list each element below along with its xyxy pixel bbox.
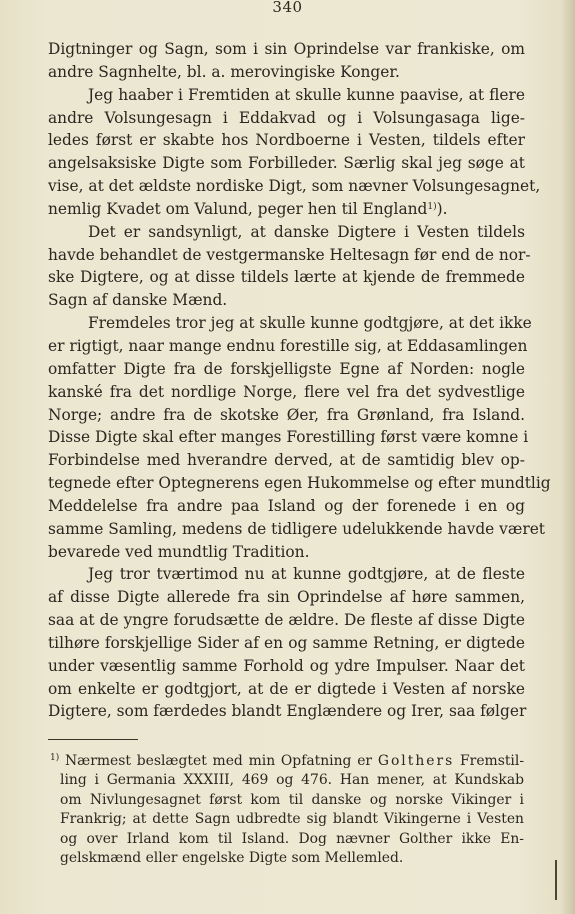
text-line: andre Volsungesagn i Eddakvad og i Volsungasaga lige- bbox=[48, 108, 525, 127]
text-line: angelsaksiske Digte som Forbilleder. Særlig skal jeg søge at bbox=[48, 154, 525, 173]
text-line: kanské fra det nordlige Norge, flere vel fra det sydvestlige bbox=[48, 382, 525, 401]
page-edge-shadow bbox=[561, 0, 575, 914]
text-line: Digtninger og Sagn, som i sin Oprindelse var frankiske, om bbox=[48, 40, 525, 58]
footnote-line: og over Irland kom til Island. Dog nævner Golther ikke En- bbox=[60, 830, 524, 847]
text-line: Digtere, som færdedes blandt Englændere og Irer, saa følger bbox=[48, 702, 527, 721]
text-line: er rigtigt, naar mange endnu forestille sig, at Eddasamlingen bbox=[48, 336, 528, 355]
text-line: bevarede ved mundtlig Tradition. bbox=[48, 542, 310, 561]
text-line: Jeg tror tværtimod nu at kunne godtgjøre, at de fleste bbox=[88, 565, 525, 584]
text-line: vise, at det ældste nordiske Digt, som nævner Volsungesagnet, bbox=[48, 177, 541, 196]
text-line: Disse Digte skal efter manges Forestilling først være komne i bbox=[48, 428, 529, 447]
footnote-line: gelskmænd eller engelske Digte som Mellemled. bbox=[60, 850, 404, 867]
page-number: 340 bbox=[272, 0, 303, 16]
text-line: omfatter Digte fra de forskjelligste Egne af Norden: nogle bbox=[48, 359, 525, 378]
text-segment: nemlig Kvadet om Valund, peger hen til England bbox=[48, 199, 428, 218]
text-line: Meddelelse fra andre paa Island og der forenede i en og bbox=[48, 496, 525, 515]
footnote-line: om Nivlungesagnet først kom til danske og norske Vikinger i bbox=[60, 791, 524, 808]
footnote bbox=[50, 752, 525, 868]
footnote-reference: 1) bbox=[427, 201, 437, 212]
text-line: andre Sagnhelte, bl. a. merovingiske Konger. bbox=[48, 62, 400, 81]
footnote-text: Nærmest beslægtet med min Opfatning er bbox=[65, 753, 373, 769]
text-line: Norge; andre fra de skotske Øer, fra Grønland, fra Island. bbox=[48, 405, 525, 424]
text-line: Sagn af danske Mænd. bbox=[48, 291, 228, 310]
author-name: Golthers bbox=[377, 753, 455, 769]
footnote-text: Fremstil- bbox=[460, 753, 525, 769]
text-line: af disse Digte allerede fra sin Oprindelse af høre sammen, bbox=[48, 588, 525, 607]
text-line: om enkelte er godtgjort, at de er digtede i Vesten af norske bbox=[48, 679, 525, 698]
text-line: samme Samling, medens de tidligere udelukkende havde været bbox=[48, 519, 545, 538]
text-line: under væsentlig samme Forhold og ydre Impulser. Naar det bbox=[48, 656, 525, 675]
text-segment-end: ). bbox=[436, 199, 448, 218]
footnote-line bbox=[50, 752, 524, 771]
text-line: tegnede efter Optegnerens egen Hukommelse og efter mundtlig bbox=[48, 474, 551, 493]
text-line: Forbindelse med hverandre derved, at de samtidig blev op- bbox=[48, 451, 525, 470]
text-line: Jeg haaber i Fremtiden at skulle kunne paavise, at flere bbox=[88, 85, 525, 104]
main-text bbox=[48, 38, 551, 723]
page-edge-mark bbox=[555, 860, 557, 900]
text-line: ske Digtere, og at disse tildels lærte at kjende de fremmede bbox=[48, 268, 525, 287]
footnote-line: Frankrig; at dette Sagn udbredte sig blandt Vikingerne i Vesten bbox=[60, 811, 524, 828]
text-line: saa at de yngre forudsætte de ældre. De fleste af disse Digte bbox=[48, 611, 525, 630]
text-line: ledes først er skabte hos Nordboerne i Vesten, tildels efter bbox=[48, 131, 525, 150]
footnote-line: ling i Germania XXXIII, 469 og 476. Han mener, at Kundskab bbox=[60, 772, 524, 789]
text-line: Fremdeles tror jeg at skulle kunne godtgjøre, at det ikke bbox=[88, 314, 532, 333]
text-line: tilhøre forskjellige Sider af en og samme Retning, er digtede bbox=[48, 633, 525, 652]
footnote-divider bbox=[48, 739, 138, 740]
text-line-with-footnote bbox=[48, 198, 525, 221]
text-line: havde behandlet de vestgermanske Heltesagn før end de nor- bbox=[48, 245, 531, 264]
text-line: Det er sandsynligt, at danske Digtere i Vesten tildels bbox=[88, 222, 525, 241]
footnote-marker: 1) bbox=[50, 753, 60, 763]
